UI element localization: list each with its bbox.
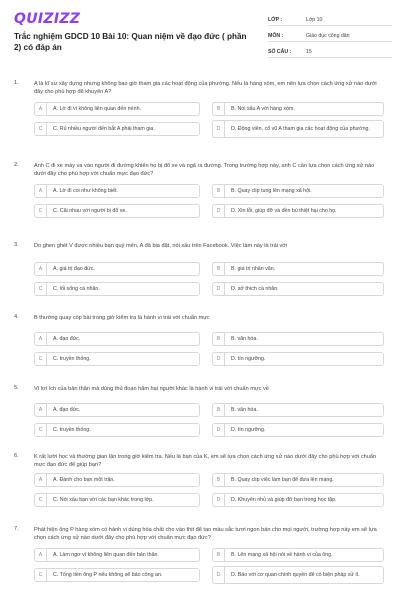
option-letter: C [35,569,47,581]
option-b[interactable] [212,548,384,562]
option-letter: B [213,103,225,115]
option-text: B. Quay clip tung lên mạng xã hội. [231,187,312,194]
option-text: A. đạo đức. [53,335,81,342]
option-c[interactable] [34,204,200,218]
question-number: 4. [14,314,19,320]
worksheet-header [0,0,400,64]
meta-value: Lớp 10 [306,17,323,23]
option-b[interactable] [212,473,384,487]
option-text: D. Động viên, cổ vũ A tham gia các hoạt động của phường. [231,125,370,132]
option-letter: D [213,424,225,436]
question-number: 7. [14,526,19,532]
option-letter: A [35,474,47,486]
option-letter: A [35,333,47,345]
option-letter: B [213,185,225,197]
option-letter: A [35,263,47,275]
option-text: C. Tống tiền ông P nếu không sẽ báo công an. [53,571,163,578]
question-text: K rất lười học và thường gian lận trong giờ kiểm tra. Nếu là bạn của K, em sẽ lựa chọn cách ứng xử nào dưới đây cho phù hợp với chuẩn mực đạo đức để giúp bạn? [34,454,377,468]
option-text: B. Nói xấu A với hàng xóm. [231,105,295,112]
option-b[interactable] [212,262,384,276]
option-text: B. Lên mạng xã hội nói về hành vi của ông. [231,551,333,558]
option-b[interactable] [212,332,384,346]
meta-label: SỐ CÂU : [268,49,292,55]
option-d[interactable] [212,282,384,296]
option-text: C. lối sống cá nhân. [53,285,100,292]
option-text: A. Làm ngơ vì không liên quan đến bản thân. [53,551,159,558]
option-text: D. sở thích cá nhân. [231,285,279,292]
page-title: Trắc nghiệm GDCD 10 Bài 10: Quan niệm về đạo đức ( phần 2) có đáp án [14,32,247,52]
option-text: D. Khuyên nhủ và giúp đỡ bạn trong học tập. [231,496,337,503]
option-text: D. tín ngưỡng. [231,355,266,362]
option-a[interactable] [34,548,200,562]
meta-table [268,10,392,58]
option-letter: C [35,205,47,217]
option-letter: A [35,404,47,416]
option-letter: D [213,121,225,137]
question-text: Anh C đi xe máy va vào người đi đường khiến họ bị đổ xe và ngã ra đường. Trong trường hợp này, anh C cần lựa chọn cách ứng xử nào dưới đây cho phù hợp với chuẩn mực đạo đức? [34,163,375,177]
question-text: B thường quay cóp bài trong giờ kiểm tra là hành vi trái với chuẩn mực [34,315,210,321]
meta-row-class [268,10,392,26]
option-c[interactable] [34,493,200,507]
option-text: A. đạo đức. [53,406,81,413]
option-letter: A [35,185,47,197]
option-letter: B [213,549,225,561]
option-c[interactable] [34,568,200,582]
question-number: 5. [14,385,19,391]
option-a[interactable] [34,184,200,198]
option-letter: C [35,353,47,365]
question-number: 2. [14,162,19,168]
option-text: D. Báo với cơ quan chính quyền để có biện pháp xử lí. [231,571,360,578]
option-d[interactable] [212,120,384,138]
option-letter: D [213,283,225,295]
option-letter: D [213,494,225,506]
question-number: 3. [14,242,19,248]
option-a[interactable] [34,102,200,116]
option-text: C. Rủ nhiều người đến bắt A phải tham gia. [53,125,155,132]
option-d[interactable] [212,566,384,584]
option-letter: B [213,404,225,416]
option-letter: B [213,474,225,486]
option-c[interactable] [34,122,200,136]
option-text: C. truyền thống. [53,426,91,433]
option-letter: A [35,103,47,115]
option-d[interactable] [212,493,384,507]
option-text: A. Lờ đi coi như không biết. [53,187,119,194]
meta-row-subject [268,26,392,42]
quizizz-logo: QUIZIZZ [14,11,81,27]
option-text: C. Cãi nhau với người bị đổ xe. [53,207,127,214]
option-text: D. tín ngưỡng. [231,426,266,433]
option-a[interactable] [34,262,200,276]
option-text: C. truyền thống. [53,355,91,362]
option-letter: C [35,424,47,436]
option-a[interactable] [34,473,200,487]
question-number: 1. [14,80,19,86]
option-b[interactable] [212,102,384,116]
option-text: A. Lờ đi vì không liên quan đến mình. [53,105,141,112]
option-text: A. Đánh cho bạn một trận. [53,476,115,483]
option-a[interactable] [34,403,200,417]
question-number: 6. [14,453,19,459]
option-letter: B [213,333,225,345]
option-letter: C [35,494,47,506]
option-letter: D [213,567,225,583]
option-letter: C [35,283,47,295]
option-a[interactable] [34,332,200,346]
option-d[interactable] [212,204,384,218]
option-text: B. giá trị nhân văn. [231,265,276,272]
option-b[interactable] [212,184,384,198]
option-c[interactable] [34,282,200,296]
option-c[interactable] [34,423,200,437]
option-letter: A [35,549,47,561]
option-text: A. giá trị đạo đức. [53,265,95,272]
question-text: Do ghen ghét V được nhiều bạn quý mến, A đã bịa đặt, nói xấu trên Facebook. Việc làm này là trái với [34,243,288,249]
meta-row-count [268,42,392,58]
option-b[interactable] [212,403,384,417]
question-text: Phát hiện ông P hàng xóm có hành vi dùng hóa chất cho vào thịt để tạo màu sắc tươi ngon bán cho mọi người, trường hợp này em sẽ lựa chọn cách ứng xử nào dưới đây cho phù hợp với chuẩn mực đạo đức? [34,527,377,541]
option-text: B. văn hóa. [231,335,258,342]
question-text: A là kĩ sư xây dựng nhưng không bao giờ tham gia các hoạt động của phường. Nếu là hàng xóm, em nên lựa chọn cách ứng xử nào dưới đây cho phù hợp để khuyên A? [34,81,377,95]
option-text: D. Xin lỗi, giúp đỡ và đền bù thiệt hại cho họ. [231,207,337,214]
option-d[interactable] [212,352,384,366]
meta-value: Giáo dục công dân [306,33,350,39]
option-text: B. Quay clip việc làm bạn để đưa lên mạng. [231,476,334,483]
meta-label: MÔN : [268,33,284,39]
meta-label: LỚP : [268,17,283,23]
option-text: B. văn hóa. [231,406,258,413]
option-letter: D [213,205,225,217]
option-text: C. Nói xấu bạn với các bạn khác trong lớp. [53,496,154,503]
meta-value: 15 [306,49,312,55]
question-text: Vì lợi ích của bản thân mà dùng thủ đoạn hãm hại người khác là hành vi trái với chuẩn mực về [34,386,269,392]
option-letter: D [213,353,225,365]
option-d[interactable] [212,423,384,437]
option-letter: C [35,123,47,135]
option-c[interactable] [34,352,200,366]
option-letter: B [213,263,225,275]
